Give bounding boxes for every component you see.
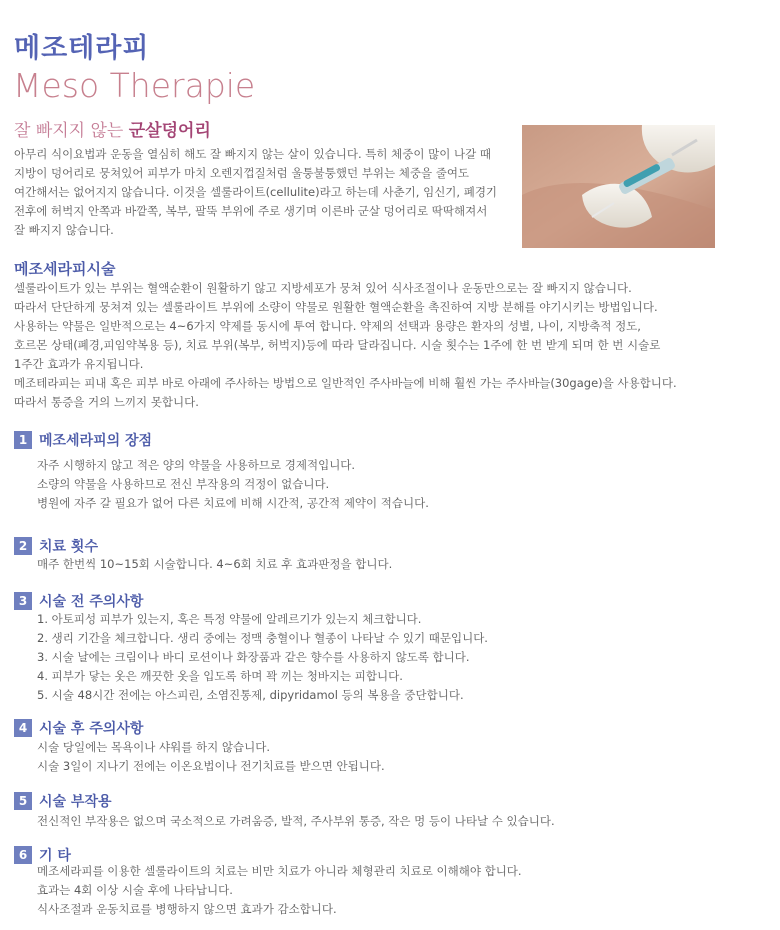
page-title-english: Meso Therapie	[13, 66, 256, 105]
section-body-pre-precautions	[37, 610, 488, 705]
section-title: 치료 횟수	[39, 539, 98, 555]
injection-photo-image	[522, 125, 715, 248]
section-title: 기 타	[39, 848, 71, 864]
section-line: 매주 한번씩 10~15회 시술합니다. 4~6회 치료 후 효과판정을 합니다.	[37, 557, 393, 571]
section-line: 병원에 자주 갈 필요가 없어 다른 치료에 비해 시간적, 공간적 제약이 적습니다.	[37, 496, 429, 510]
procedure-line: 따라서 단단하게 뭉쳐져 있는 셀룰라이트 부위에 소량이 약물로 원활한 혈액순환을 촉진하여 지방 분해를 야기시키는 방법입니다.	[14, 300, 658, 314]
section-number-badge: 4	[14, 719, 32, 737]
intro-line: 전후에 허벅지 안쪽과 바깥쪽, 복부, 팔뚝 부위에 주로 생기며 이른바 군살 덩어리로 딱딱해져서	[14, 204, 488, 218]
section-line: 4. 피부가 닿는 옷은 깨끗한 옷을 입도록 하며 꽉 끼는 청바지는 피합니다.	[37, 669, 403, 683]
section-title: 시술 후 주의사항	[39, 721, 144, 737]
section-line: 1. 아토피성 피부가 있는지, 혹은 특정 약물에 알레르기가 있는지 체크합니다.	[37, 612, 422, 626]
section-body-frequency	[37, 555, 392, 574]
procedure-line: 따라서 통증을 거의 느끼지 못합니다.	[14, 395, 199, 409]
procedure-line: 사용하는 약물은 일반적으로는 4~6가지 약제를 동시에 투여 합니다. 약제의 선택과 용량은 환자의 성별, 나이, 지방축적 정도,	[14, 319, 641, 333]
subtitle-strong-text: 군살덩어리	[128, 121, 211, 141]
procedure-heading: 메조세라피시술	[14, 260, 116, 278]
section-title: 시술 부작용	[39, 794, 112, 810]
section-line: 2. 생리 기간을 체크합니다. 생리 중에는 정맥 충혈이나 혈종이 나타날 수 있기 때문입니다.	[37, 631, 488, 645]
subtitle-light-text: 잘 빠지지 않는	[14, 121, 129, 141]
intro-line: 아무리 식이요법과 운동을 열심히 해도 잘 빠지지 않는 살이 있습니다. 특히 체중이 많이 나갈 때	[14, 147, 491, 161]
procedure-paragraph	[14, 279, 754, 412]
section-line: 효과는 4회 이상 시술 후에 나타납니다.	[37, 883, 233, 897]
section-line: 자주 시행하지 않고 적은 양의 약물을 사용하므로 경제적입니다.	[37, 458, 356, 472]
section-body-side-effects	[37, 812, 555, 831]
section-body-post-precautions	[37, 738, 385, 776]
section-number-badge: 1	[14, 431, 32, 449]
intro-subtitle	[14, 116, 211, 141]
section-line: 시술 3일이 지나기 전에는 이온요법이나 전기치료를 받으면 안됩니다.	[37, 759, 385, 773]
intro-paragraph	[14, 145, 509, 240]
section-line: 메조세라피를 이용한 셀룰라이트의 치료는 비만 치료가 아니라 체형관리 치료로 이해해야 합니다.	[37, 864, 522, 878]
intro-line: 지방이 덩어리로 뭉쳐있어 피부가 마치 오렌지껍질처럼 울퉁불퉁했던 부위는 체중을 줄여도	[14, 166, 470, 180]
section-line: 3. 시술 날에는 크림이나 바디 로션이나 화장품과 같은 향수를 사용하지 않도록 합니다.	[37, 650, 470, 664]
section-body-other	[37, 862, 522, 919]
intro-line: 잘 빠지지 않습니다.	[14, 223, 114, 237]
section-title: 시술 전 주의사항	[39, 594, 144, 610]
intro-line: 여간해서는 없어지지 않습니다. 이것을 셀룰라이트(cellulite)라고 하는데 사춘기, 임신기, 폐경기	[14, 185, 498, 199]
procedure-line: 호르몬 상태(폐경,피임약복용 등), 치료 부위(복부, 허벅지)등에 따라 달라집니다. 시술 횟수는 1주에 한 번 받게 되며 한 번 시술로	[14, 338, 661, 352]
section-number-badge: 3	[14, 592, 32, 610]
section-body-advantages	[37, 456, 429, 513]
section-line: 시술 당일에는 목욕이나 샤워를 하지 않습니다.	[37, 740, 271, 754]
section-number-badge: 2	[14, 537, 32, 555]
section-number-badge: 5	[14, 792, 32, 810]
injection-photo	[522, 125, 715, 248]
procedure-line: 메조테라피는 피내 혹은 피부 바로 아래에 주사하는 방법으로 일반적인 주사바늘에 비해 훨씬 가는 주사바늘(30gage)을 사용합니다.	[14, 376, 677, 390]
section-number-badge: 6	[14, 846, 32, 864]
page-title-korean: 메조테라피	[14, 33, 150, 64]
section-line: 소량의 약물을 사용하므로 전신 부작용의 걱정이 없습니다.	[37, 477, 330, 491]
section-line: 5. 시술 48시간 전에는 아스피린, 소염진통제, dipyridamol 등의 복용을 중단합니다.	[37, 688, 464, 702]
section-title: 메조세라피의 장점	[39, 433, 153, 449]
section-line: 식사조절과 운동치료를 병행하지 않으면 효과가 감소합니다.	[37, 902, 337, 916]
procedure-line: 1주간 효과가 유지됩니다.	[14, 357, 144, 371]
section-line: 전신적인 부작용은 없으며 국소적으로 가려움증, 발적, 주사부위 통증, 작은 멍 등이 나타날 수 있습니다.	[37, 814, 555, 828]
procedure-line: 셀룰라이트가 있는 부위는 혈액순환이 원활하기 않고 지방세포가 뭉쳐 있어 식사조절이나 운동만으로는 잘 빠지지 않습니다.	[14, 281, 632, 295]
